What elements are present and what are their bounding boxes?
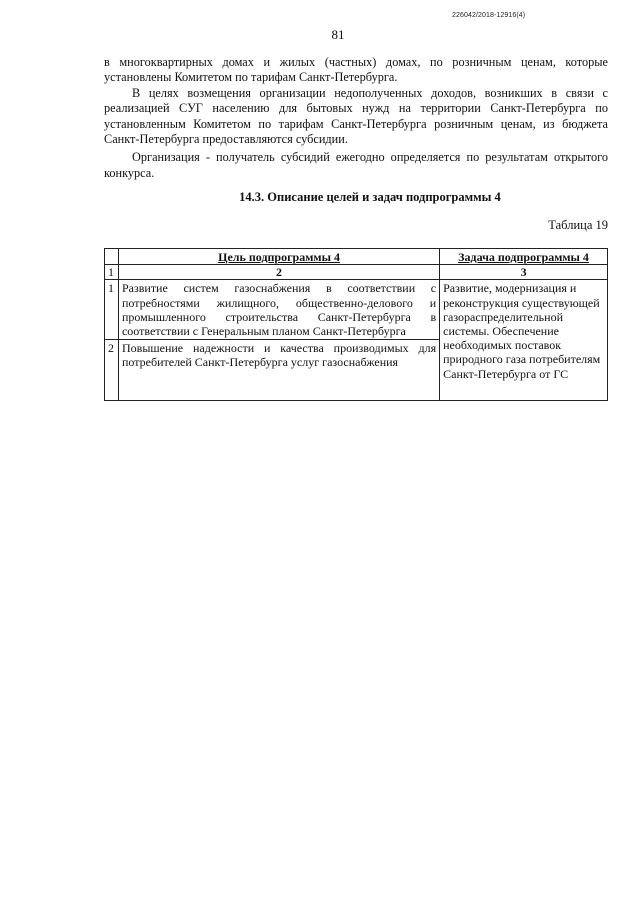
column-number-1: 1 [105, 265, 119, 280]
column-number-2: 2 [118, 265, 439, 280]
body-text [104, 55, 608, 181]
goal-cell: Повышение надежности и качества производимых для потребителей Санкт-Петербурга услуг газоснабжения [118, 340, 439, 401]
table-header-row [105, 249, 608, 265]
column-number-3: 3 [440, 265, 608, 280]
task-cell [440, 280, 608, 401]
row-number: 2 [105, 340, 119, 401]
paragraph-recipient: Организация - получатель субсидий ежегодно определяется по результатам открытого конкурса. [104, 150, 608, 180]
row-number: 1 [105, 280, 119, 340]
goals-table [104, 248, 608, 401]
table-label: Таблица 19 [548, 218, 608, 232]
task-text: Развитие, модернизация и реконструкция существующей газораспределительной системы. Обеспечение необходимых поставок природного газа потребителям Санкт-Петербурга от ГС [443, 281, 601, 381]
header-goal [118, 249, 439, 265]
header-number [105, 249, 119, 265]
paragraph-subsidies: В целях возмещения организации недополученных доходов, возникших в связи с реализацией СУГ населению для бытовых нужд на территории Санкт-Петербурга по установленным Комитетом по тарифам Санкт-Петербурга розничным ценам, из бюджета Санкт-Петербурга предоставляются субсидии. [104, 85, 608, 147]
paragraph-continuation: в многоквартирных домах и жилых (частных) домах, по розничным ценам, которые установлены Комитетом по тарифам Санкт-Петербурга. [104, 55, 608, 85]
header-goal-label: Цель подпрограммы 4 [218, 250, 340, 264]
document-id: 226042/2018-12916(4) [452, 12, 526, 19]
header-task [440, 249, 608, 265]
column-numbering-row [105, 265, 608, 280]
goal-cell: Развитие систем газоснабжения в соответствии с потребностями жилищного, общественно-делового и промышленного строительства Санкт-Петербурга в соответствии с Генеральным планом Санкт-Петербурга [118, 280, 439, 340]
page-number: 81 [331, 27, 345, 42]
table-row [105, 280, 608, 340]
section-heading: 14.3. Описание целей и задач подпрограммы 4 [239, 190, 501, 204]
header-task-label: Задача подпрограммы 4 [458, 250, 589, 264]
